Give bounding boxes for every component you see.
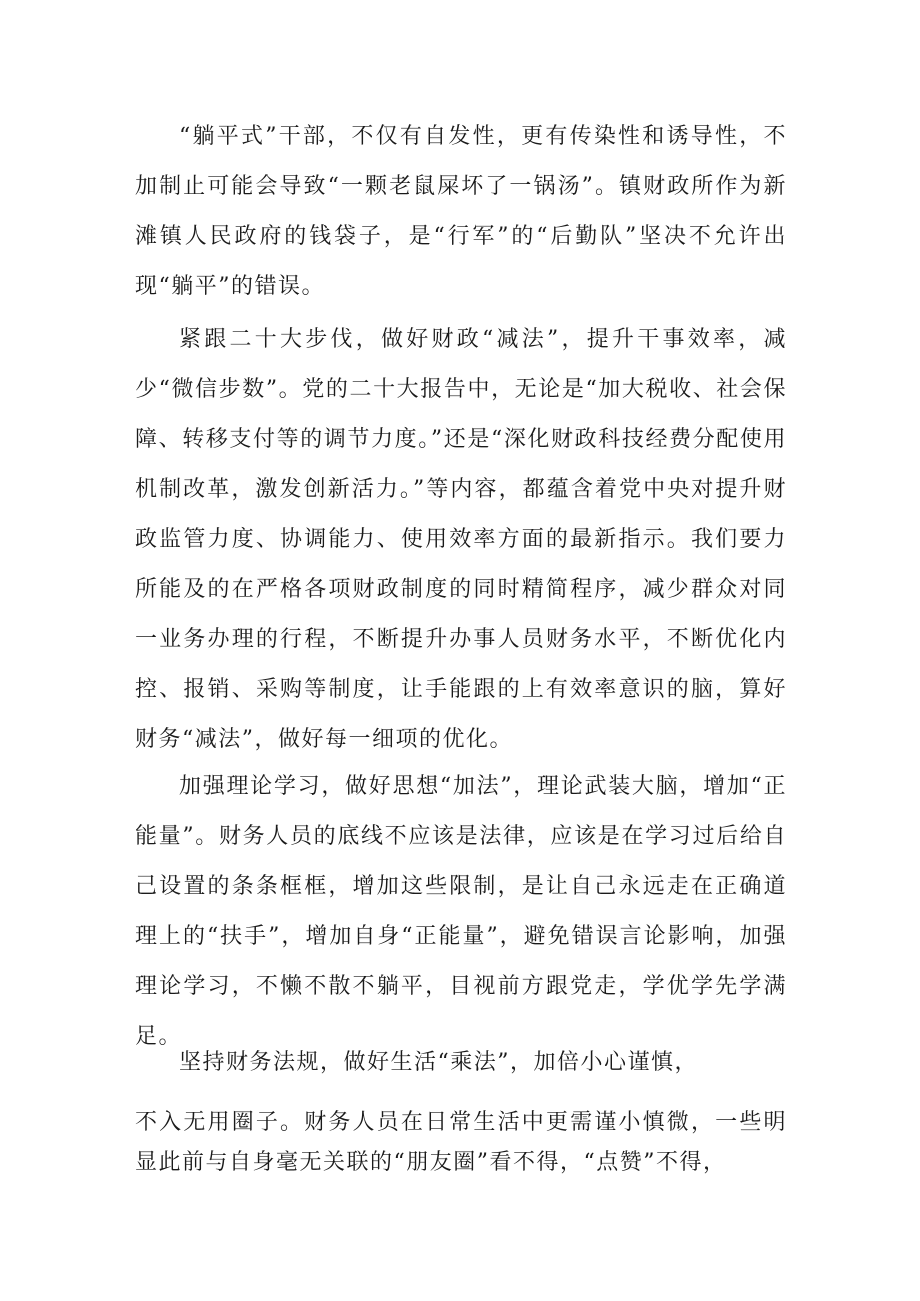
paragraph-5: 不入无用圈子。财务人员在日常生活中更需谨小慎微，一些明显此前与自身毫无关联的“朋友圈”看不得，“点赞”不得， (135, 1110, 787, 1175)
paragraph-4: 坚持财务法规，做好生活“乘法”，加倍小心谨慎， (179, 1050, 698, 1075)
paragraph-3: 加强理论学习，做好思想“加法”，理论武装大脑，增加“正能量”。财务人员的底线不应该是法律，应该是在学习过后给自己设置的条条框框，增加这些限制，是让自己永远走在正确道理上的“扶手”，增加自身“正能量”，避免错误言论影响，加强理论学习，不懒不散不躺平，目视前方跟党走，学优学先学满足。 (135, 774, 787, 1049)
paragraph-2: 紧跟二十大步伐，做好财政“减法”，提升干事效率，减少“微信步数”。党的二十大报告中，无论是“加大税收、社会保障、转移支付等的调节力度。”还是“深化财政科技经费分配使用机制改革，激发创新活力。”等内容，都蕴含着党中央对提升财政监管力度、协调能力、使用效率方面的最新指示。我们要力所能及的在严格各项财政制度的同时精简程序，减少群众对同一业务办理的行程，不断提升办事人员财务水平，不断优化内控、报销、采购等制度，让手能跟的上有效率意识的脑，算好财务“减法”，做好每一细项的优化。 (135, 327, 787, 752)
paragraph-1: “躺平式”干部，不仅有自发性，更有传染性和诱导性，不加制止可能会导致“一颗老鼠屎坏了一锅汤”。镇财政所作为新滩镇人民政府的钱袋子，是“行军”的“后勤队”坚决不允许出现“躺平”的错误。 (135, 124, 787, 299)
